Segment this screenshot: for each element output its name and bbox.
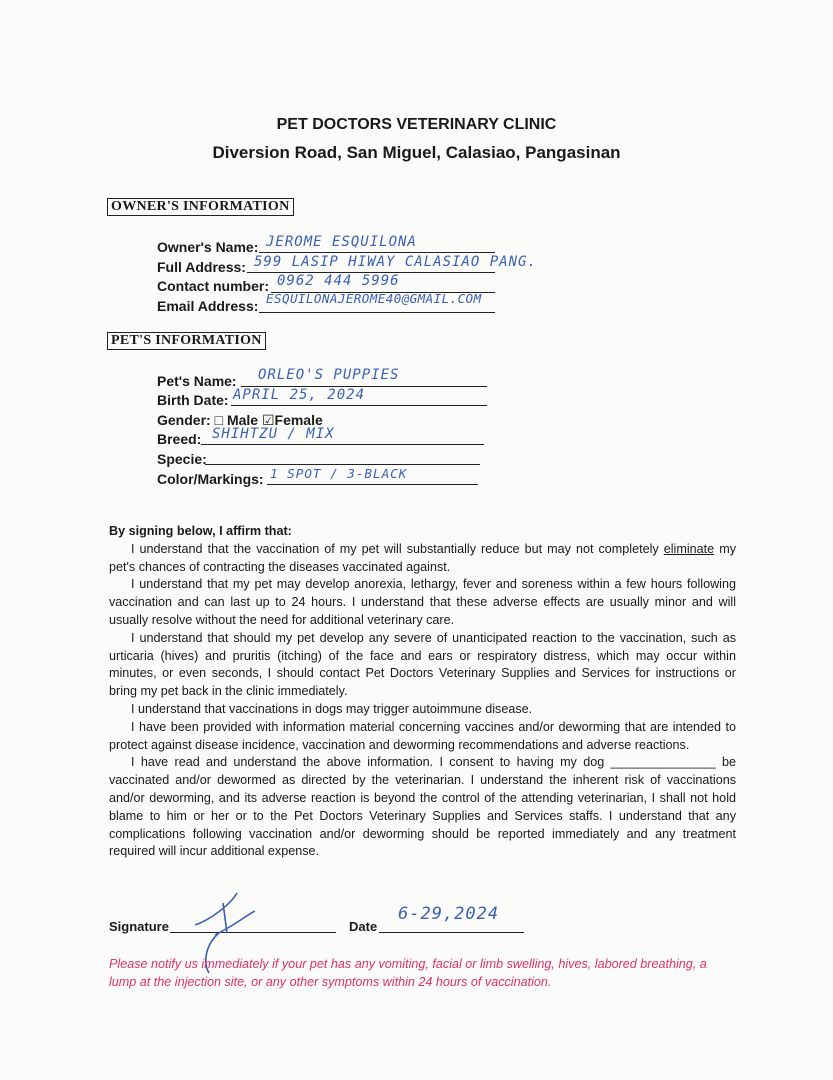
birth-date-label: Birth Date: [157, 392, 229, 408]
pet-section-title: PET'S INFORMATION [107, 332, 266, 350]
consent-p1-start: I understand that the vaccination of my pet will substantially reduce but may not completely [131, 541, 664, 556]
color-markings-line [267, 484, 478, 485]
signature-label: Signature [109, 919, 169, 934]
consent-paragraph-5: I have been provided with information material concerning vaccines and/or deworming that are intended to protect against disease incidence, vaccination and deworming recommendations and adverse reactions. [109, 719, 736, 752]
owner-name-value[interactable]: JEROME ESQUILONA [266, 234, 417, 250]
email-line [259, 312, 495, 313]
pet-name-label: Pet's Name: [157, 373, 237, 389]
date-label: Date [349, 919, 378, 934]
birth-date-value[interactable]: APRIL 25, 2024 [233, 387, 366, 403]
email-value[interactable]: ESQUILONAJEROME40@GMAIL.COM [266, 291, 482, 306]
owner-name-label: Owner's Name: [157, 239, 259, 255]
address-value[interactable]: 599 LASIP HIWAY CALASIAO PANG. [254, 254, 537, 270]
consent-paragraph-1 [109, 541, 736, 577]
consent-p1-underlined: eliminate [663, 541, 715, 556]
contact-label: Contact number: [157, 278, 269, 294]
consent-p1-end: my pet's chances of contracting the diseases vaccinated against. [109, 541, 736, 574]
specie-line [205, 464, 480, 465]
clinic-name: PET DOCTORS VETERINARY CLINIC [276, 116, 557, 133]
notice-text: Please notify us immediately if your pet has any vomiting, facial or limb swelling, hives, labored breathing, a lump at the injection site, or any other symptoms within 24 hours of vaccination. [109, 957, 707, 989]
consent-paragraph-3: I understand that should my pet develop any severe of unanticipated reaction to the vaccination, such as urticaria (hives) and pruritis (itching) of the face and ears or respiratory distress, which may occur within minutes, or even seconds, I should contact Pet Doctors Veterinary Supplies and Services for instructions or bring my pet back in the clinic immediately. [109, 630, 736, 699]
gender-female-label: Female [274, 412, 323, 428]
consent-paragraph-2: I understand that my pet may develop anorexia, lethargy, fever and soreness within a few hours following vaccination and can last up to 24 hours. I understand that these adverse effects are usually minor and will usually resolve without the need for additional veterinary care. [109, 577, 736, 627]
breed-line [201, 444, 484, 445]
date-value[interactable]: 6-29,2024 [398, 904, 500, 924]
consent-heading: By signing below, I affirm that: [109, 524, 292, 538]
gender-label: Gender: [157, 412, 211, 428]
breed-label: Breed: [157, 431, 202, 447]
breed-value[interactable]: SHIHTZU / MIX [212, 426, 335, 442]
specie-label: Specie: [157, 451, 207, 467]
color-markings-value[interactable]: 1 SPOT / 3-BLACK [270, 466, 408, 481]
gender-male-label: Male [226, 412, 259, 428]
contact-value[interactable]: 0962 444 5996 [277, 273, 400, 289]
female-checkbox[interactable]: ☑ [261, 412, 275, 428]
owner-name-line [259, 252, 495, 253]
color-markings-label: Color/Markings: [157, 471, 264, 487]
email-label: Email Address: [157, 298, 259, 314]
clinic-address: Diversion Road, San Miguel, Calasiao, Pangasinan [212, 143, 621, 162]
pet-name-value[interactable]: ORLEO'S PUPPIES [258, 367, 400, 383]
consent-paragraph-6: I have read and understand the above information. I consent to having my dog _______________ be vaccinated and/or dewormed as directed by the veterinarian. I understand the inherent risk of vaccinations and/or deworming, and its adverse reaction is beyond the control of the attending veterinarian, I shall not hold blame to him or her or to the Pet Doctors Veterinary Supplies and Services staffs. I understand that any complications following vaccination and/or deworming should be reported immediately and any treatment required will incur additional expense. [109, 755, 736, 859]
male-checkbox[interactable]: □ [214, 412, 224, 428]
date-line [379, 932, 524, 933]
address-label: Full Address: [157, 259, 246, 275]
consent-paragraph-4: I understand that vaccinations in dogs may trigger autoimmune disease. [131, 701, 533, 716]
owner-section-title: OWNER'S INFORMATION [107, 198, 294, 216]
birth-date-line [231, 405, 487, 406]
consent-text [109, 523, 736, 861]
